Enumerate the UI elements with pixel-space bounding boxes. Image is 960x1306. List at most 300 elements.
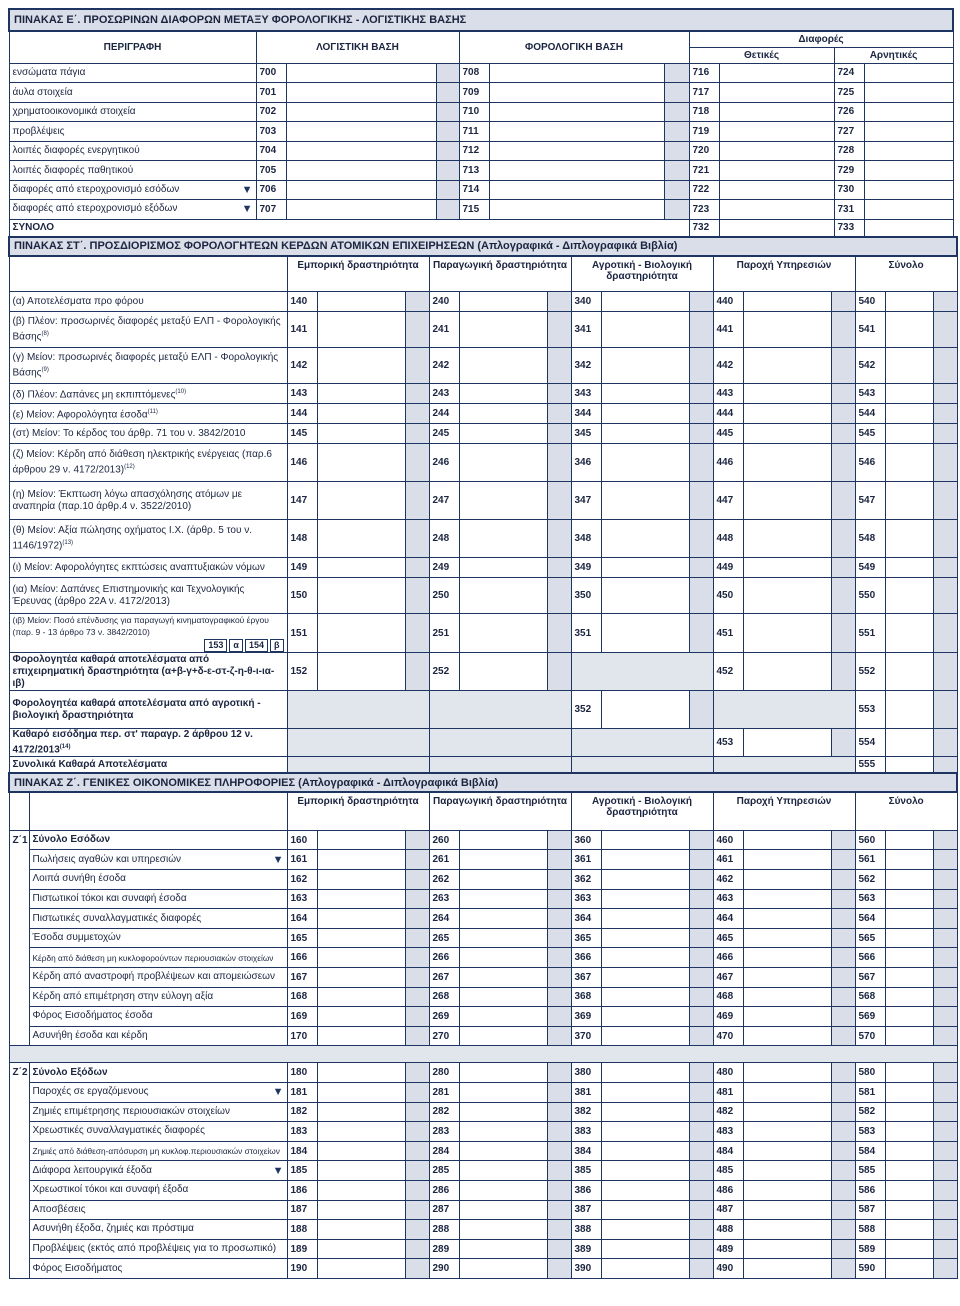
value-field[interactable]	[719, 83, 834, 103]
value-field[interactable]	[459, 482, 547, 520]
decimal-field[interactable]	[933, 384, 957, 404]
value-field[interactable]	[743, 1102, 831, 1122]
decimal-field[interactable]	[547, 444, 571, 482]
decimal-field[interactable]	[436, 161, 459, 181]
decimal-field[interactable]	[689, 1082, 713, 1102]
value-field[interactable]	[885, 1161, 933, 1181]
decimal-field[interactable]	[405, 1082, 429, 1102]
decimal-field[interactable]	[689, 870, 713, 890]
value-field[interactable]	[459, 578, 547, 614]
decimal-field[interactable]	[547, 1082, 571, 1102]
decimal-field[interactable]	[547, 1102, 571, 1122]
value-field[interactable]	[601, 292, 689, 312]
decimal-field[interactable]	[933, 1102, 957, 1122]
value-field[interactable]	[317, 889, 405, 909]
value-field[interactable]	[601, 1082, 689, 1102]
value-field[interactable]	[885, 1063, 933, 1083]
decimal-field[interactable]	[933, 1220, 957, 1240]
value-field[interactable]	[743, 384, 831, 404]
decimal-field[interactable]	[831, 348, 855, 384]
value-field[interactable]	[286, 180, 436, 200]
value-field[interactable]	[601, 1122, 689, 1142]
decimal-field[interactable]	[831, 1082, 855, 1102]
value-field[interactable]	[489, 63, 664, 83]
value-field[interactable]	[864, 219, 953, 236]
value-field[interactable]	[864, 83, 953, 103]
decimal-field[interactable]	[547, 948, 571, 968]
decimal-field[interactable]	[405, 967, 429, 987]
decimal-field[interactable]	[933, 909, 957, 929]
value-field[interactable]	[459, 424, 547, 444]
decimal-field[interactable]	[405, 987, 429, 1007]
value-field[interactable]	[317, 558, 405, 578]
value-field[interactable]	[601, 578, 689, 614]
decimal-field[interactable]	[831, 948, 855, 968]
value-field[interactable]	[459, 444, 547, 482]
value-field[interactable]	[601, 404, 689, 424]
decimal-field[interactable]	[405, 312, 429, 348]
value-field[interactable]	[489, 200, 664, 220]
decimal-field[interactable]	[689, 1259, 713, 1279]
decimal-field[interactable]	[689, 482, 713, 520]
value-field[interactable]	[719, 200, 834, 220]
value-field[interactable]	[489, 141, 664, 161]
decimal-field[interactable]	[547, 1026, 571, 1046]
value-field[interactable]	[317, 1239, 405, 1259]
decimal-field[interactable]	[933, 757, 957, 773]
value-field[interactable]	[719, 219, 834, 236]
decimal-field[interactable]	[933, 292, 957, 312]
inline-code-box[interactable]: 153	[204, 639, 227, 652]
value-field[interactable]	[743, 1220, 831, 1240]
value-field[interactable]	[743, 1026, 831, 1046]
value-field[interactable]	[317, 830, 405, 850]
decimal-field[interactable]	[831, 889, 855, 909]
decimal-field[interactable]	[405, 558, 429, 578]
inline-code-box[interactable]: β	[270, 639, 284, 652]
value-field[interactable]	[864, 102, 953, 122]
decimal-field[interactable]	[933, 1239, 957, 1259]
decimal-field[interactable]	[547, 1239, 571, 1259]
value-field[interactable]	[286, 161, 436, 181]
value-field[interactable]	[601, 928, 689, 948]
decimal-field[interactable]	[405, 1026, 429, 1046]
decimal-field[interactable]	[689, 1063, 713, 1083]
decimal-field[interactable]	[933, 1122, 957, 1142]
decimal-field[interactable]	[689, 1161, 713, 1181]
value-field[interactable]	[601, 384, 689, 404]
decimal-field[interactable]	[405, 928, 429, 948]
decimal-field[interactable]	[405, 1141, 429, 1161]
value-field[interactable]	[743, 967, 831, 987]
value-field[interactable]	[864, 63, 953, 83]
value-field[interactable]	[286, 63, 436, 83]
decimal-field[interactable]	[664, 141, 689, 161]
value-field[interactable]	[601, 691, 689, 729]
value-field[interactable]	[743, 1180, 831, 1200]
decimal-field[interactable]	[933, 928, 957, 948]
value-field[interactable]	[601, 1239, 689, 1259]
decimal-field[interactable]	[547, 1259, 571, 1279]
value-field[interactable]	[459, 889, 547, 909]
value-field[interactable]	[743, 928, 831, 948]
decimal-field[interactable]	[547, 292, 571, 312]
value-field[interactable]	[601, 1161, 689, 1181]
value-field[interactable]	[489, 122, 664, 142]
value-field[interactable]	[601, 830, 689, 850]
value-field[interactable]	[317, 1007, 405, 1027]
value-field[interactable]	[601, 1007, 689, 1027]
decimal-field[interactable]	[689, 1141, 713, 1161]
decimal-field[interactable]	[689, 404, 713, 424]
decimal-field[interactable]	[405, 1063, 429, 1083]
value-field[interactable]	[743, 948, 831, 968]
value-field[interactable]	[317, 987, 405, 1007]
decimal-field[interactable]	[831, 1200, 855, 1220]
value-field[interactable]	[459, 1259, 547, 1279]
decimal-field[interactable]	[664, 161, 689, 181]
value-field[interactable]	[459, 520, 547, 558]
value-field[interactable]	[885, 614, 933, 653]
value-field[interactable]	[601, 1200, 689, 1220]
inline-code-box[interactable]: 154	[245, 639, 268, 652]
decimal-field[interactable]	[831, 384, 855, 404]
decimal-field[interactable]	[405, 909, 429, 929]
value-field[interactable]	[601, 1026, 689, 1046]
value-field[interactable]	[601, 1220, 689, 1240]
value-field[interactable]	[317, 1063, 405, 1083]
value-field[interactable]	[459, 384, 547, 404]
decimal-field[interactable]	[831, 870, 855, 890]
value-field[interactable]	[885, 1200, 933, 1220]
value-field[interactable]	[743, 987, 831, 1007]
value-field[interactable]	[489, 161, 664, 181]
decimal-field[interactable]	[664, 200, 689, 220]
value-field[interactable]	[459, 1082, 547, 1102]
decimal-field[interactable]	[547, 1063, 571, 1083]
decimal-field[interactable]	[689, 691, 713, 729]
value-field[interactable]	[601, 444, 689, 482]
decimal-field[interactable]	[689, 1026, 713, 1046]
decimal-field[interactable]	[831, 558, 855, 578]
decimal-field[interactable]	[831, 1007, 855, 1027]
value-field[interactable]	[743, 1239, 831, 1259]
value-field[interactable]	[743, 614, 831, 653]
decimal-field[interactable]	[831, 578, 855, 614]
value-field[interactable]	[743, 520, 831, 558]
decimal-field[interactable]	[405, 948, 429, 968]
decimal-field[interactable]	[664, 63, 689, 83]
value-field[interactable]	[459, 1141, 547, 1161]
value-field[interactable]	[719, 122, 834, 142]
value-field[interactable]	[601, 482, 689, 520]
decimal-field[interactable]	[831, 928, 855, 948]
decimal-field[interactable]	[547, 870, 571, 890]
value-field[interactable]	[885, 1102, 933, 1122]
decimal-field[interactable]	[933, 889, 957, 909]
decimal-field[interactable]	[405, 614, 429, 653]
value-field[interactable]	[601, 987, 689, 1007]
decimal-field[interactable]	[689, 520, 713, 558]
decimal-field[interactable]	[831, 444, 855, 482]
decimal-field[interactable]	[436, 102, 459, 122]
value-field[interactable]	[743, 312, 831, 348]
value-field[interactable]	[317, 928, 405, 948]
value-field[interactable]	[459, 1102, 547, 1122]
value-field[interactable]	[317, 1161, 405, 1181]
value-field[interactable]	[317, 482, 405, 520]
value-field[interactable]	[885, 1082, 933, 1102]
decimal-field[interactable]	[547, 830, 571, 850]
value-field[interactable]	[317, 1026, 405, 1046]
value-field[interactable]	[719, 180, 834, 200]
value-field[interactable]	[885, 967, 933, 987]
decimal-field[interactable]	[831, 987, 855, 1007]
value-field[interactable]	[601, 967, 689, 987]
value-field[interactable]	[885, 928, 933, 948]
decimal-field[interactable]	[547, 520, 571, 558]
value-field[interactable]	[743, 1007, 831, 1027]
value-field[interactable]	[286, 83, 436, 103]
decimal-field[interactable]	[831, 292, 855, 312]
decimal-field[interactable]	[689, 1239, 713, 1259]
decimal-field[interactable]	[689, 312, 713, 348]
value-field[interactable]	[743, 653, 831, 691]
value-field[interactable]	[601, 1102, 689, 1122]
value-field[interactable]	[317, 948, 405, 968]
value-field[interactable]	[459, 404, 547, 424]
value-field[interactable]	[601, 520, 689, 558]
value-field[interactable]	[317, 1102, 405, 1122]
value-field[interactable]	[885, 1026, 933, 1046]
value-field[interactable]	[743, 1122, 831, 1142]
decimal-field[interactable]	[405, 482, 429, 520]
value-field[interactable]	[885, 1239, 933, 1259]
value-field[interactable]	[459, 870, 547, 890]
decimal-field[interactable]	[831, 1141, 855, 1161]
value-field[interactable]	[885, 757, 933, 773]
value-field[interactable]	[743, 404, 831, 424]
decimal-field[interactable]	[933, 967, 957, 987]
value-field[interactable]	[459, 909, 547, 929]
decimal-field[interactable]	[689, 1102, 713, 1122]
value-field[interactable]	[317, 1259, 405, 1279]
decimal-field[interactable]	[933, 1141, 957, 1161]
decimal-field[interactable]	[547, 384, 571, 404]
inline-code-box[interactable]: α	[229, 639, 243, 652]
value-field[interactable]	[885, 1007, 933, 1027]
decimal-field[interactable]	[831, 482, 855, 520]
decimal-field[interactable]	[689, 1180, 713, 1200]
value-field[interactable]	[317, 444, 405, 482]
decimal-field[interactable]	[933, 520, 957, 558]
decimal-field[interactable]	[933, 578, 957, 614]
value-field[interactable]	[459, 850, 547, 870]
decimal-field[interactable]	[689, 424, 713, 444]
decimal-field[interactable]	[933, 691, 957, 729]
decimal-field[interactable]	[547, 889, 571, 909]
decimal-field[interactable]	[547, 482, 571, 520]
value-field[interactable]	[601, 889, 689, 909]
decimal-field[interactable]	[831, 520, 855, 558]
value-field[interactable]	[317, 870, 405, 890]
value-field[interactable]	[885, 830, 933, 850]
value-field[interactable]	[743, 424, 831, 444]
decimal-field[interactable]	[831, 909, 855, 929]
value-field[interactable]	[459, 1026, 547, 1046]
decimal-field[interactable]	[933, 948, 957, 968]
decimal-field[interactable]	[689, 948, 713, 968]
value-field[interactable]	[601, 870, 689, 890]
decimal-field[interactable]	[547, 614, 571, 653]
decimal-field[interactable]	[933, 1007, 957, 1027]
value-field[interactable]	[489, 83, 664, 103]
decimal-field[interactable]	[547, 1200, 571, 1220]
decimal-field[interactable]	[547, 404, 571, 424]
decimal-field[interactable]	[405, 1259, 429, 1279]
decimal-field[interactable]	[689, 928, 713, 948]
value-field[interactable]	[885, 404, 933, 424]
decimal-field[interactable]	[405, 1007, 429, 1027]
value-field[interactable]	[885, 909, 933, 929]
decimal-field[interactable]	[689, 578, 713, 614]
value-field[interactable]	[459, 987, 547, 1007]
decimal-field[interactable]	[933, 404, 957, 424]
decimal-field[interactable]	[405, 1239, 429, 1259]
value-field[interactable]	[459, 1063, 547, 1083]
decimal-field[interactable]	[436, 83, 459, 103]
value-field[interactable]	[601, 1180, 689, 1200]
decimal-field[interactable]	[689, 444, 713, 482]
decimal-field[interactable]	[831, 1161, 855, 1181]
decimal-field[interactable]	[831, 729, 855, 757]
decimal-field[interactable]	[831, 1259, 855, 1279]
value-field[interactable]	[885, 870, 933, 890]
decimal-field[interactable]	[405, 830, 429, 850]
decimal-field[interactable]	[933, 348, 957, 384]
value-field[interactable]	[317, 312, 405, 348]
decimal-field[interactable]	[831, 1122, 855, 1142]
value-field[interactable]	[459, 967, 547, 987]
value-field[interactable]	[719, 161, 834, 181]
value-field[interactable]	[885, 578, 933, 614]
decimal-field[interactable]	[405, 1102, 429, 1122]
decimal-field[interactable]	[689, 348, 713, 384]
value-field[interactable]	[317, 653, 405, 691]
value-field[interactable]	[743, 444, 831, 482]
decimal-field[interactable]	[405, 292, 429, 312]
decimal-field[interactable]	[547, 1161, 571, 1181]
value-field[interactable]	[286, 102, 436, 122]
value-field[interactable]	[601, 909, 689, 929]
value-field[interactable]	[743, 558, 831, 578]
decimal-field[interactable]	[933, 850, 957, 870]
value-field[interactable]	[885, 348, 933, 384]
decimal-field[interactable]	[405, 424, 429, 444]
value-field[interactable]	[885, 424, 933, 444]
decimal-field[interactable]	[689, 889, 713, 909]
decimal-field[interactable]	[933, 729, 957, 757]
decimal-field[interactable]	[831, 1102, 855, 1122]
value-field[interactable]	[885, 1180, 933, 1200]
decimal-field[interactable]	[405, 1161, 429, 1181]
decimal-field[interactable]	[547, 928, 571, 948]
value-field[interactable]	[317, 292, 405, 312]
value-field[interactable]	[885, 653, 933, 691]
value-field[interactable]	[459, 1200, 547, 1220]
value-field[interactable]	[317, 967, 405, 987]
decimal-field[interactable]	[405, 870, 429, 890]
value-field[interactable]	[489, 102, 664, 122]
decimal-field[interactable]	[664, 83, 689, 103]
value-field[interactable]	[317, 520, 405, 558]
value-field[interactable]	[885, 558, 933, 578]
value-field[interactable]	[601, 558, 689, 578]
decimal-field[interactable]	[933, 558, 957, 578]
value-field[interactable]	[743, 1063, 831, 1083]
value-field[interactable]	[317, 1180, 405, 1200]
decimal-field[interactable]	[547, 424, 571, 444]
value-field[interactable]	[864, 161, 953, 181]
value-field[interactable]	[743, 292, 831, 312]
value-field[interactable]	[601, 1063, 689, 1083]
decimal-field[interactable]	[933, 830, 957, 850]
decimal-field[interactable]	[831, 404, 855, 424]
value-field[interactable]	[885, 889, 933, 909]
value-field[interactable]	[743, 870, 831, 890]
value-field[interactable]	[885, 948, 933, 968]
value-field[interactable]	[743, 909, 831, 929]
value-field[interactable]	[317, 424, 405, 444]
value-field[interactable]	[743, 889, 831, 909]
decimal-field[interactable]	[547, 1180, 571, 1200]
value-field[interactable]	[885, 1141, 933, 1161]
value-field[interactable]	[885, 1220, 933, 1240]
value-field[interactable]	[317, 850, 405, 870]
value-field[interactable]	[317, 578, 405, 614]
decimal-field[interactable]	[547, 909, 571, 929]
decimal-field[interactable]	[933, 424, 957, 444]
decimal-field[interactable]	[547, 987, 571, 1007]
decimal-field[interactable]	[689, 292, 713, 312]
decimal-field[interactable]	[405, 384, 429, 404]
value-field[interactable]	[743, 1259, 831, 1279]
decimal-field[interactable]	[933, 1026, 957, 1046]
value-field[interactable]	[317, 614, 405, 653]
decimal-field[interactable]	[689, 1200, 713, 1220]
value-field[interactable]	[459, 558, 547, 578]
decimal-field[interactable]	[664, 122, 689, 142]
decimal-field[interactable]	[547, 1007, 571, 1027]
decimal-field[interactable]	[405, 444, 429, 482]
decimal-field[interactable]	[689, 614, 713, 653]
value-field[interactable]	[864, 180, 953, 200]
decimal-field[interactable]	[933, 444, 957, 482]
value-field[interactable]	[743, 348, 831, 384]
value-field[interactable]	[743, 850, 831, 870]
value-field[interactable]	[601, 1259, 689, 1279]
decimal-field[interactable]	[547, 850, 571, 870]
decimal-field[interactable]	[547, 653, 571, 691]
decimal-field[interactable]	[831, 967, 855, 987]
decimal-field[interactable]	[405, 1180, 429, 1200]
decimal-field[interactable]	[405, 653, 429, 691]
value-field[interactable]	[885, 850, 933, 870]
decimal-field[interactable]	[933, 870, 957, 890]
decimal-field[interactable]	[664, 102, 689, 122]
value-field[interactable]	[459, 348, 547, 384]
value-field[interactable]	[459, 1161, 547, 1181]
